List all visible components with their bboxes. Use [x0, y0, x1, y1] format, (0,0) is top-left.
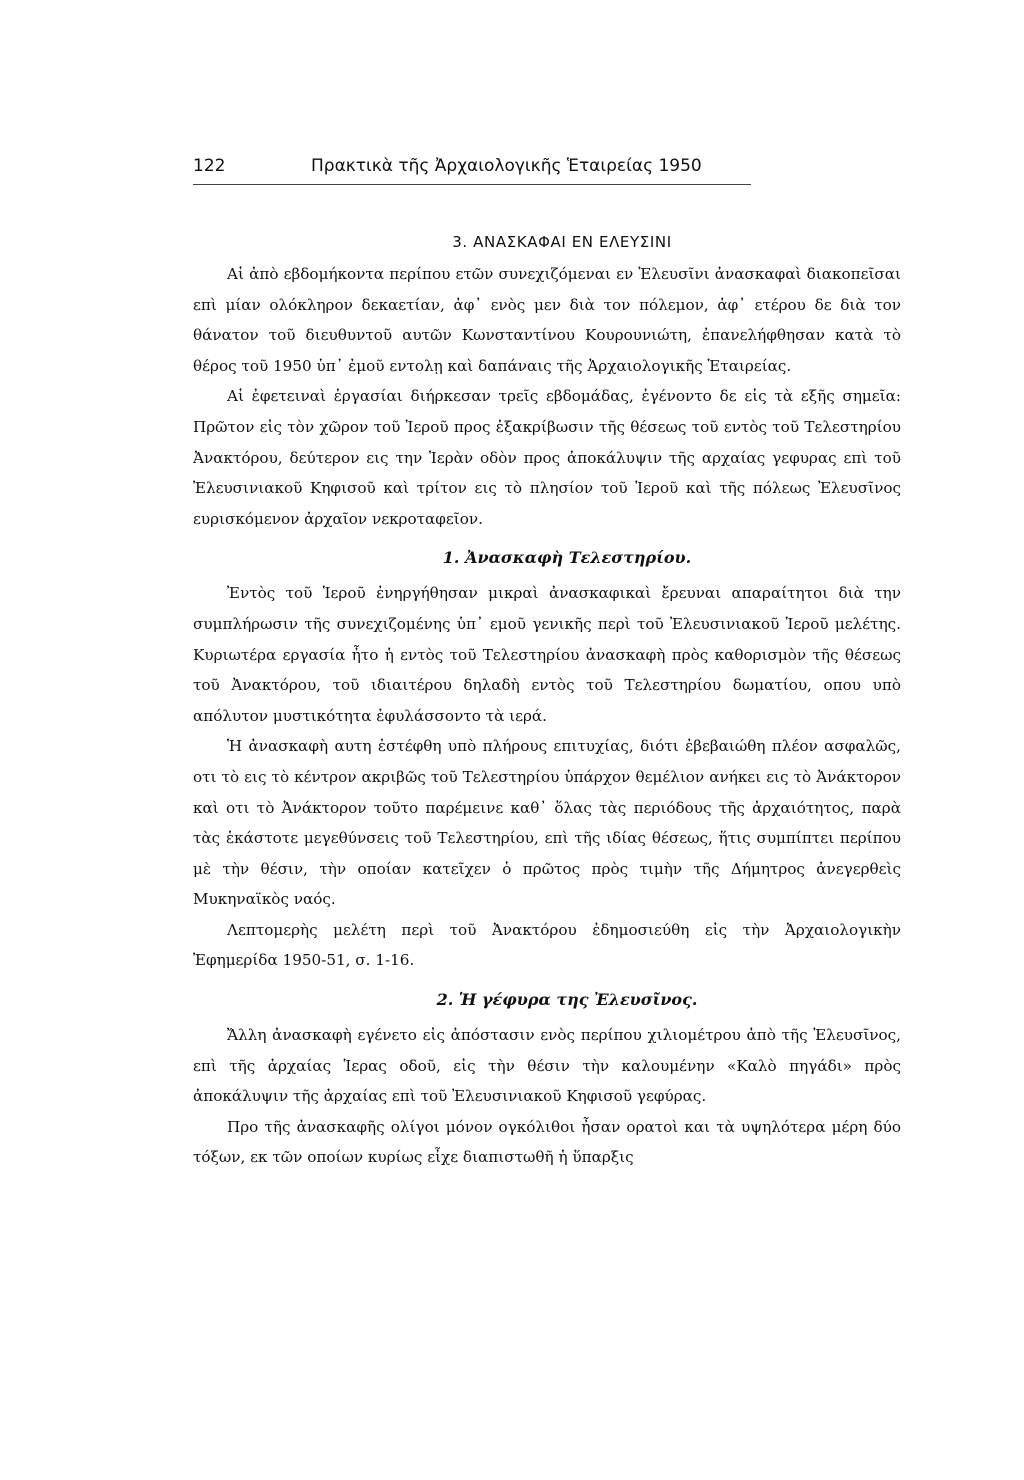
page-number: 122: [193, 156, 226, 176]
paragraph: Αἱ ἀπὸ εβδομήκοντα περίπου ετῶν συνεχιζόμεναι εν Ἐλευσῖνι ἀνασκαφαὶ διακοπεῖσαι επὶ μίαν ολόκληρον δεκαετίαν, ἀφ᾽ ενὸς μεν διὰ τον πόλεμον, ἀφ᾽ ετέρου δε διὰ τον θάνατον τοῦ διευθυντοῦ αυτῶν Κωνσταντίνου Κουρουνιώτη, ἐπανελήφθησαν κατὰ τὸ θέρος τοῦ 1950 ὑπ᾽ ἐμοῦ εντολῃ καὶ δαπάναις τῆς Ἀρχαιολογικῆς Ἑταιρείας.: [193, 265, 901, 375]
subsection-number: 1.: [442, 548, 460, 568]
header-rule: [193, 184, 751, 185]
subsection-number: 2.: [436, 990, 454, 1010]
subsection-title: Ἡ γέφυρα της Ἐλευσῖνος.: [458, 990, 698, 1010]
subsection-title: Ἀνασκαφὴ Τελεστηρίου.: [465, 548, 692, 568]
paragraph: Ἡ ἀνασκαφὴ αυτη ἐστέφθη υπὸ πλήρους επιτυχίας, διότι ἐβεβαιώθη πλέον ασφαλῶς, οτι τὸ εις τὸ κέντρον ακριβῶς τοῦ Τελεστηρίου ὑπάρχον θεμέλιον ανήκει εις τὸ Ἀνάκτορον καὶ οτι τὸ Ἀνάκτορον τοῦτο παρέμεινε καθ᾽ ὅλας τὰς περιόδους τῆς ἀρχαιότητος, παρὰ τὰς ἑκάστοτε μεγεθύνσεις τοῦ Τελεστηρίου, επὶ τῆς ιδίας θέσεως, ἥτις συμπίπτει περίπου μὲ τὴν θέσιν, τὴν οποίαν κατεῖχεν ὁ πρῶτος πρὸς τιμὴν τῆς Δήμητρος ἀνεγερθεὶς Μυκηναϊκὸς ναός.: [193, 737, 901, 909]
paragraph: Αἱ ἐφετειναὶ ἐργασίαι διήρκεσαν τρεῖς εβδομάδας, ἐγένοντο δε εἰς τὰ εξῆς σημεῖα: Πρῶτον εἰς τὸν χῶρον τοῦ Ἱεροῦ προς ἐξακρίβωσιν τῆς θέσεως τοῦ εντὸς τοῦ Τελεστηρίου Ἀνακτόρου, δεύτερον εις την Ἱερὰν οδὸν προς ἀποκάλυψιν τῆς αρχαίας γεφυρας επὶ τοῦ Ἐλευσινιακοῦ Κηφισοῦ καὶ τρίτον εις τὸ πλησίον τοῦ Ἱεροῦ καὶ τῆς πόλεως Ἐλευσῖνος ευρισκόμενον ἀρχαῖον νεκροταφεῖον.: [193, 387, 901, 528]
body-text: [193, 225, 901, 1173]
subsection-heading: [193, 984, 901, 1016]
running-title: Πρακτικὰ τῆς Ἀρχαιολογικῆς Ἑταιρείας 1950: [311, 156, 702, 176]
subsection-heading: [193, 542, 901, 574]
running-header: [193, 156, 895, 184]
paragraph: Λεπτομερὴς μελέτη περὶ τοῦ Ἀνακτόρου ἐδημοσιεύθη εἰς τὴν Ἀρχαιολογικὴν Ἐφημερίδα 1950-51, σ. 1-16.: [193, 920, 901, 970]
paragraph: Ἄλλη ἀνασκαφὴ εγένετο εἰς ἀπόστασιν ενὸς περίπου χιλιομέτρου ἀπὸ τῆς Ἐλευσῖνος, επὶ τῆς ἀρχαίας Ἱερας οδοῦ, εἰς τὴν θέσιν τὴν καλουμένην «Καλὸ πηγάδι» πρὸς ἀποκάλυψιν τῆς ἀρχαίας επὶ τοῦ Ἐλευσινιακοῦ Κηφισοῦ γεφύρας.: [193, 1026, 901, 1106]
section-title: 3. ΑΝΑΣΚΑΦΑΙ ΕΝ ΕΛΕΥΣΙΝΙ: [452, 233, 672, 251]
paragraph: Προ τῆς ἀνασκαφῆς ολίγοι μόνον ογκόλιθοι ἦσαν ορατοὶ και τὰ υψηλότερα μέρη δύο τόξων, εκ τῶν οποίων κυρίως εἶχε διαπιστωθῆ ἡ ὕπαρξις: [193, 1117, 901, 1167]
paragraph: Ἐντὸς τοῦ Ἱεροῦ ἐνηργήθησαν μικραὶ ἀνασκαφικαὶ ἔρευναι απαραίτητοι διὰ την συμπλήρωσιν τῆς συνεχιζομένης ὑπ᾽ εμοῦ γενικῆς περὶ τοῦ Ἐλευσινιακοῦ Ἱεροῦ μελέτης. Κυριωτέρα εργασία ἦτο ἡ εντὸς τοῦ Τελεστηρίου ἀνασκαφὴ πρὸς καθορισμὸν τῆς θέσεως τοῦ Ἀνακτόρου, τοῦ ιδιαιτέρου δηλαδὴ εντὸς τοῦ Τελεστηρίου δωματίου, οπου υπὸ απόλυτον μυστικότητα ἐφυλάσσοντο τὰ ιερά.: [193, 584, 901, 725]
